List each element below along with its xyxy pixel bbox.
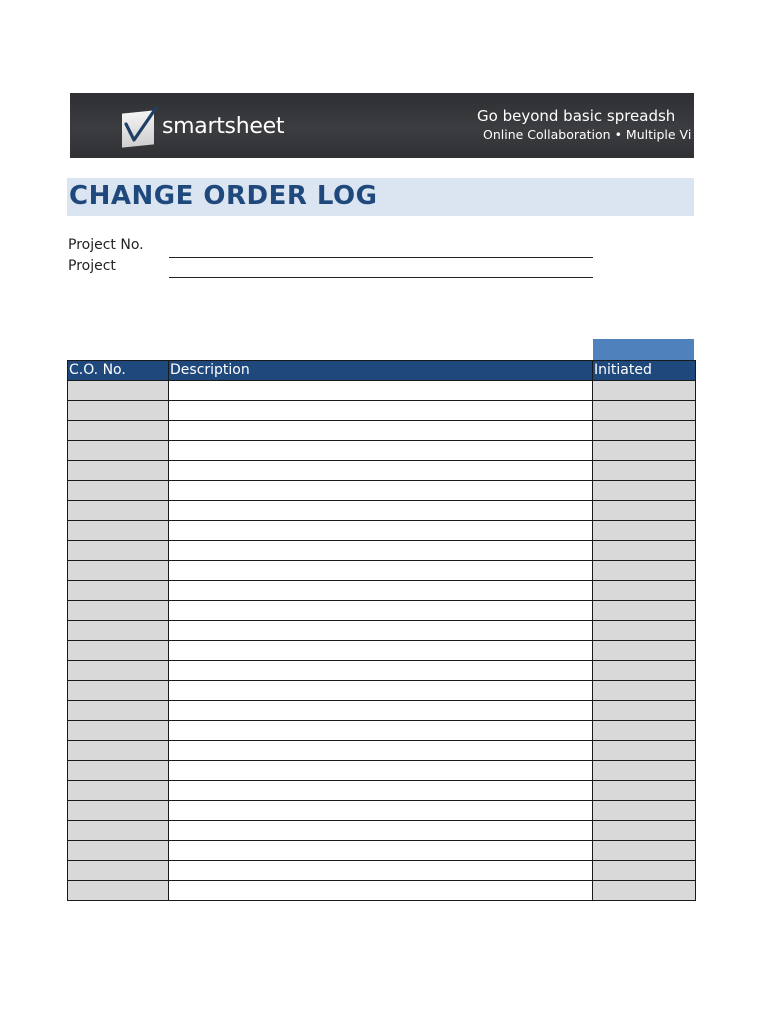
- table-body: [68, 381, 696, 901]
- description-cell[interactable]: [169, 501, 593, 521]
- table-row: [68, 861, 696, 881]
- table-row: [68, 841, 696, 861]
- description-cell[interactable]: [169, 881, 593, 901]
- banner-tagline: [477, 106, 691, 144]
- co-no-cell[interactable]: [68, 721, 169, 741]
- co-no-cell[interactable]: [68, 561, 169, 581]
- column-header-initiated: Initiated: [593, 361, 696, 381]
- page-title: CHANGE ORDER LOG: [69, 181, 378, 211]
- project-field[interactable]: [169, 277, 593, 278]
- project-no-label: Project No.: [68, 237, 144, 253]
- column-header-co-no: C.O. No.: [68, 361, 169, 381]
- initiated-cell[interactable]: [593, 381, 696, 401]
- table-row: [68, 561, 696, 581]
- table-row: [68, 721, 696, 741]
- table-row: [68, 541, 696, 561]
- table-row: [68, 621, 696, 641]
- co-no-cell[interactable]: [68, 781, 169, 801]
- table-row: [68, 381, 696, 401]
- co-no-cell[interactable]: [68, 521, 169, 541]
- co-no-cell[interactable]: [68, 681, 169, 701]
- description-cell[interactable]: [169, 461, 593, 481]
- initiated-cell[interactable]: [593, 481, 696, 501]
- table-row: [68, 741, 696, 761]
- initiated-cell[interactable]: [593, 561, 696, 581]
- table-row: [68, 581, 696, 601]
- initiated-cell[interactable]: [593, 501, 696, 521]
- initiated-cell[interactable]: [593, 841, 696, 861]
- description-cell[interactable]: [169, 841, 593, 861]
- description-cell[interactable]: [169, 721, 593, 741]
- initiated-cell[interactable]: [593, 781, 696, 801]
- project-label: Project: [68, 258, 116, 274]
- description-cell[interactable]: [169, 481, 593, 501]
- description-cell[interactable]: [169, 821, 593, 841]
- tagline-line-2: Online Collaboration • Multiple Vi: [483, 127, 692, 142]
- description-cell[interactable]: [169, 521, 593, 541]
- checkmark-icon: [120, 106, 154, 146]
- smartsheet-banner[interactable]: [70, 93, 694, 158]
- initiated-cell[interactable]: [593, 401, 696, 421]
- initiated-cell[interactable]: [593, 821, 696, 841]
- initiated-cell[interactable]: [593, 701, 696, 721]
- description-cell[interactable]: [169, 621, 593, 641]
- description-cell[interactable]: [169, 401, 593, 421]
- initiated-cell[interactable]: [593, 661, 696, 681]
- brand-suffix: sheet: [224, 113, 285, 139]
- table-row: [68, 701, 696, 721]
- description-cell[interactable]: [169, 861, 593, 881]
- co-no-cell[interactable]: [68, 741, 169, 761]
- initiated-cell[interactable]: [593, 861, 696, 881]
- initiated-cell[interactable]: [593, 681, 696, 701]
- brand-name: [162, 114, 284, 139]
- column-header-description: Description: [169, 361, 593, 381]
- project-no-field[interactable]: [169, 257, 593, 258]
- initiated-cell[interactable]: [593, 761, 696, 781]
- table-row: [68, 881, 696, 901]
- initiated-cell[interactable]: [593, 621, 696, 641]
- initiated-cell[interactable]: [593, 461, 696, 481]
- initiated-cell[interactable]: [593, 881, 696, 901]
- co-no-cell[interactable]: [68, 641, 169, 661]
- table-row: [68, 441, 696, 461]
- co-no-cell[interactable]: [68, 421, 169, 441]
- initiated-cell[interactable]: [593, 801, 696, 821]
- co-no-cell[interactable]: [68, 701, 169, 721]
- description-cell[interactable]: [169, 441, 593, 461]
- table-row: [68, 601, 696, 621]
- table-row: [68, 681, 696, 701]
- initiated-cell[interactable]: [593, 601, 696, 621]
- table-row: [68, 641, 696, 661]
- co-no-cell[interactable]: [68, 401, 169, 421]
- description-cell[interactable]: [169, 381, 593, 401]
- description-cell[interactable]: [169, 581, 593, 601]
- description-cell[interactable]: [169, 801, 593, 821]
- description-cell[interactable]: [169, 541, 593, 561]
- smartsheet-logo: [120, 103, 284, 149]
- co-no-cell[interactable]: [68, 481, 169, 501]
- table-row: [68, 781, 696, 801]
- initiated-cell[interactable]: [593, 641, 696, 661]
- co-no-cell[interactable]: [68, 881, 169, 901]
- description-cell[interactable]: [169, 781, 593, 801]
- co-no-cell[interactable]: [68, 861, 169, 881]
- initiated-cell[interactable]: [593, 521, 696, 541]
- initiated-cell[interactable]: [593, 581, 696, 601]
- co-no-cell[interactable]: [68, 461, 169, 481]
- description-cell[interactable]: [169, 761, 593, 781]
- co-no-cell[interactable]: [68, 621, 169, 641]
- table-row: [68, 461, 696, 481]
- table-row: [68, 481, 696, 501]
- co-no-cell[interactable]: [68, 801, 169, 821]
- description-cell[interactable]: [169, 741, 593, 761]
- initiated-cell[interactable]: [593, 721, 696, 741]
- co-no-cell[interactable]: [68, 661, 169, 681]
- description-cell[interactable]: [169, 661, 593, 681]
- co-no-cell[interactable]: [68, 841, 169, 861]
- table-row: [68, 401, 696, 421]
- description-cell[interactable]: [169, 421, 593, 441]
- co-no-cell[interactable]: [68, 821, 169, 841]
- table-row: [68, 661, 696, 681]
- table-row: [68, 521, 696, 541]
- initiated-cell[interactable]: [593, 741, 696, 761]
- description-cell[interactable]: [169, 641, 593, 661]
- change-order-table: [67, 360, 696, 901]
- table-row: [68, 421, 696, 441]
- co-no-cell[interactable]: [68, 601, 169, 621]
- column-group-header: [593, 339, 694, 360]
- description-cell[interactable]: [169, 561, 593, 581]
- co-no-cell[interactable]: [68, 581, 169, 601]
- description-cell[interactable]: [169, 701, 593, 721]
- table-row: [68, 801, 696, 821]
- brand-prefix: smart: [162, 113, 225, 139]
- co-no-cell[interactable]: [68, 761, 169, 781]
- initiated-cell[interactable]: [593, 441, 696, 461]
- co-no-cell[interactable]: [68, 381, 169, 401]
- table-header-row: [68, 361, 696, 381]
- initiated-cell[interactable]: [593, 541, 696, 561]
- co-no-cell[interactable]: [68, 501, 169, 521]
- initiated-cell[interactable]: [593, 421, 696, 441]
- table-row: [68, 501, 696, 521]
- table-row: [68, 821, 696, 841]
- table-row: [68, 761, 696, 781]
- description-cell[interactable]: [169, 681, 593, 701]
- co-no-cell[interactable]: [68, 541, 169, 561]
- description-cell[interactable]: [169, 601, 593, 621]
- co-no-cell[interactable]: [68, 441, 169, 461]
- tagline-line-1: Go beyond basic spreadsh: [477, 107, 676, 125]
- title-band: [67, 178, 694, 216]
